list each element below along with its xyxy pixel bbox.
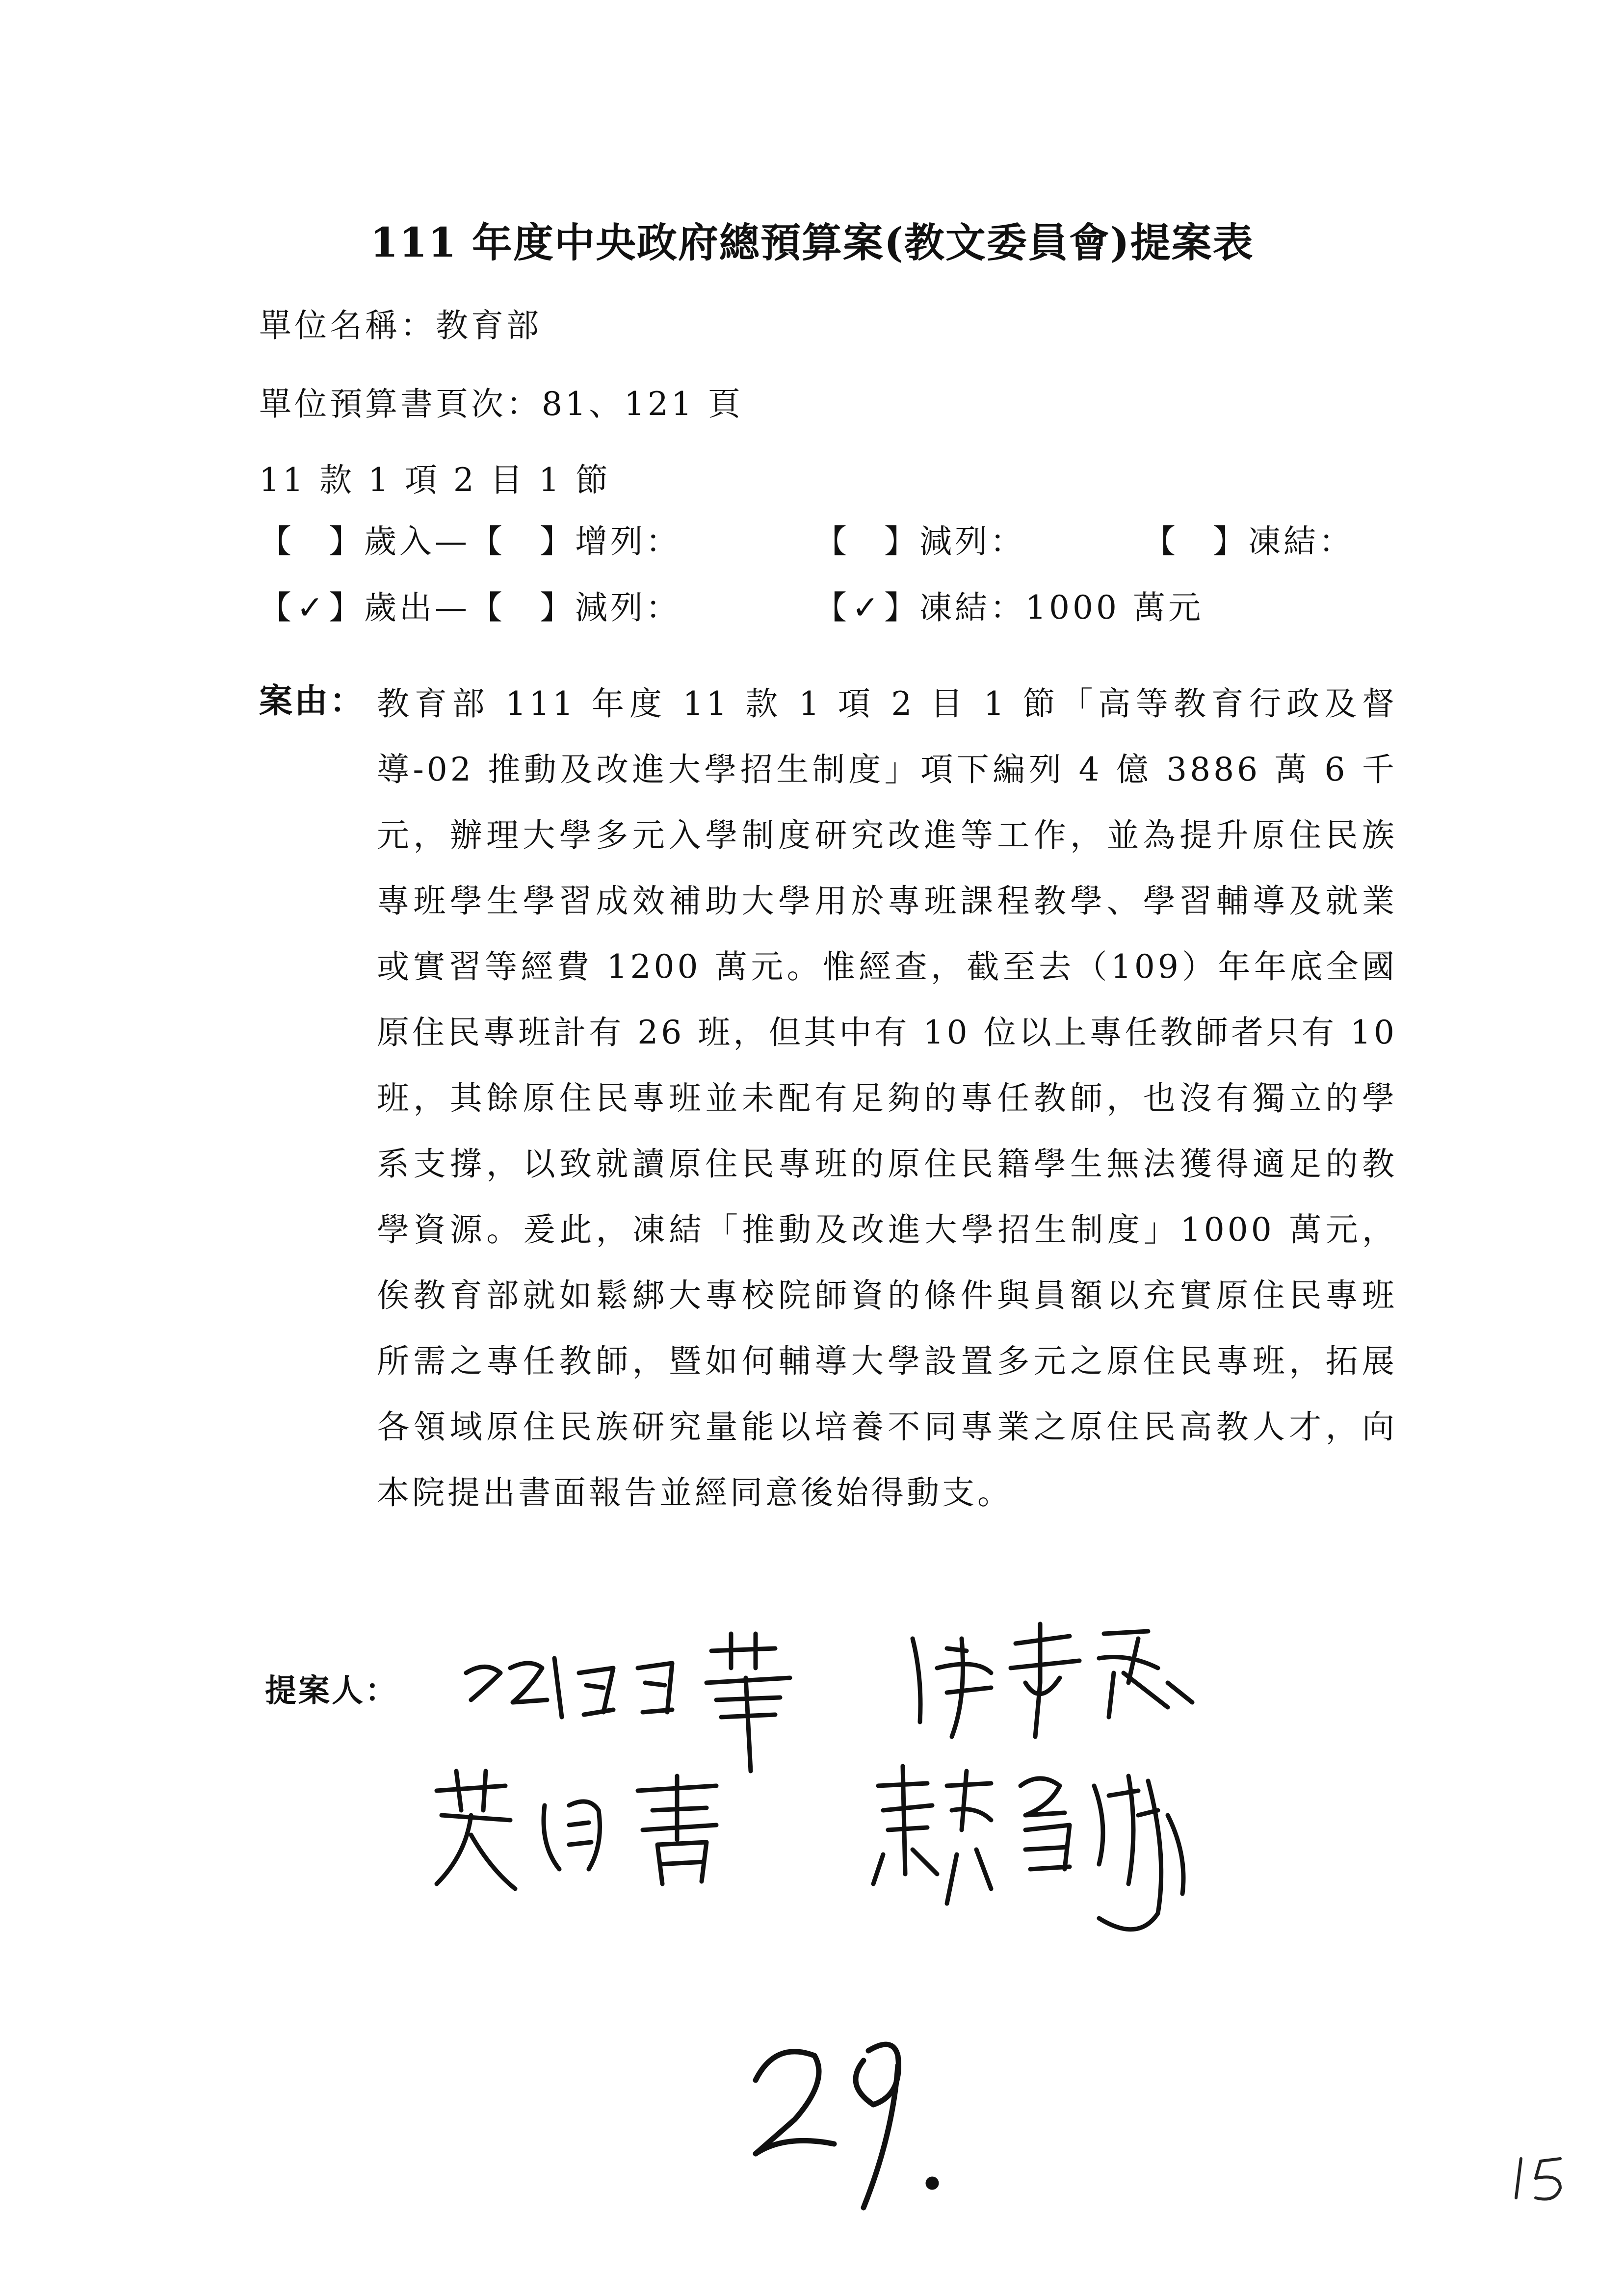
expense-decrease-checkbox[interactable]: 【 】 — [470, 589, 575, 626]
income-freeze-checkbox[interactable]: 【 】 — [1143, 522, 1248, 560]
signature-1 — [456, 1614, 859, 1776]
income-freeze — [1143, 515, 1354, 562]
reason-label: 案由： — [259, 681, 366, 721]
expense-checkbox[interactable]: 【✓】 — [259, 589, 364, 626]
document-title: 111 年度中央政府總預算案(教文委員會)提案表 — [370, 219, 1254, 266]
expense-label: 歲出— — [364, 589, 470, 626]
proposer-label: 提案人： — [265, 1672, 398, 1709]
income-decrease — [814, 515, 1025, 562]
expense-freeze-label: 凍結：1000 萬元 — [919, 589, 1204, 626]
income-label: 歲入— — [364, 522, 470, 560]
handwritten-number — [736, 2021, 981, 2219]
income-checkbox[interactable]: 【 】 — [259, 522, 364, 560]
income-decrease-checkbox[interactable]: 【 】 — [814, 522, 919, 560]
income-freeze-label: 凍結： — [1248, 522, 1354, 560]
page-mark — [1506, 2149, 1580, 2210]
expense-row — [259, 581, 681, 628]
income-decrease-label: 減列： — [919, 522, 1025, 560]
signature-4 — [864, 1756, 1207, 1962]
unit-name: 單位名稱：教育部 — [259, 307, 542, 344]
signature-2 — [893, 1609, 1212, 1756]
income-increase-checkbox[interactable]: 【 】 — [470, 522, 575, 560]
budget-section: 11 款 1 項 2 目 1 節 — [259, 461, 611, 499]
expense-freeze — [814, 581, 1204, 628]
reason-text: 教育部 111 年度 11 款 1 項 2 目 1 節「高等教育行政及督導-02 推動及改進大學招生制度」項下編列 4 億 3886 萬 6 千元，辦理大學多元入學制度研究改進等工作，並為提升原住民族專班學生學習成效補助大學用於專班課程教學、學習輔導及就業或實習等經費 1200 萬元。惟經查，截至去（109）年年底全國原住民專班計有 26 班，但其中有 10 位以上專任教師者只有 10 班，其餘原住民專班並未配有足夠的專任教師，也沒有獨立的學系支撐，以致就讀原住民專班的原住民籍學生無法獲得適足的教學資源。爰此，凍結「推動及改進大學招生制度」1000 萬元，俟教育部就如鬆綁大專校院師資的條件與員額以充實原住民專班所需之專任教師，暨如何輔導大學設置多元之原住民專班，拓展各領域原住民族研究量能以培養不同專業之原住民高教人才，向本院提出書面報告並經同意後始得動支。 — [377, 685, 1397, 1512]
signature-3 — [422, 1761, 746, 1908]
budget-pages: 單位預算書頁次：81、121 頁 — [259, 385, 743, 423]
expense-freeze-checkbox[interactable]: 【✓】 — [814, 589, 919, 626]
expense-decrease-label: 減列： — [575, 589, 681, 626]
income-row — [259, 515, 681, 562]
income-increase-label: 增列： — [575, 522, 681, 560]
